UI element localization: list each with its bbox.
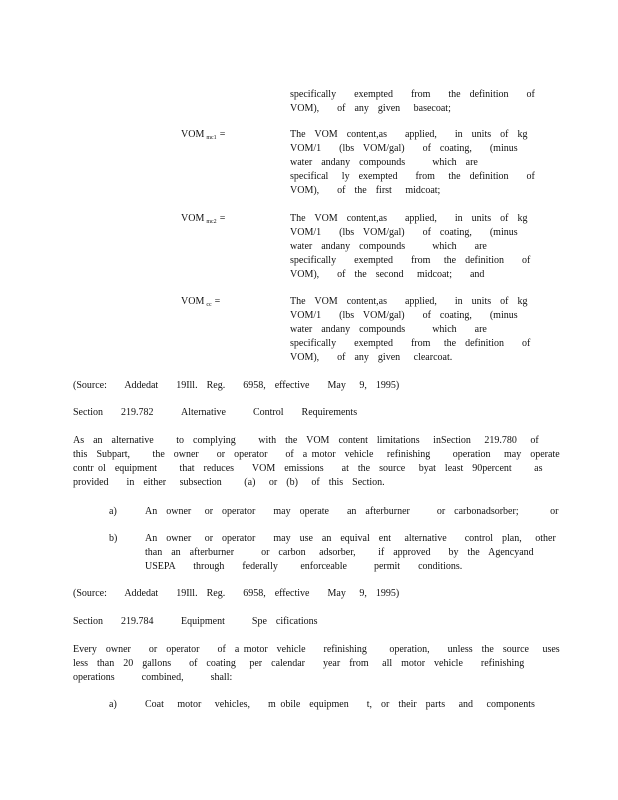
text-line: provided in either subsection (a) or (b) of this Section. xyxy=(73,477,385,488)
definition-symbol-vom-mc1 xyxy=(181,128,225,145)
section-number: Section 219.784 xyxy=(73,616,154,627)
text-line: The VOM content,as applied, in units of kg xyxy=(290,213,528,224)
text-line: An owner or operator may operate an afterburner or carbonadsorber; or xyxy=(145,506,559,517)
section-title: Alternative Control Requirements xyxy=(181,407,358,418)
source-note: (Source: Addedat 19Ill. Reg. 6958, effective May 9, 1995) xyxy=(73,380,400,391)
definition-continuation xyxy=(290,88,535,116)
text-line: The VOM content,as applied, in units of kg xyxy=(290,129,528,140)
text-line: VOM/1 (lbs VOM/gal) of coating, (minus xyxy=(290,227,518,238)
text-line: As an alternative to complying with the VOM content limitations inSection 219.780 of xyxy=(73,435,539,446)
symbol-subscript: cc xyxy=(206,302,212,308)
section-paragraph xyxy=(73,643,560,685)
text-line: less than 20 gallons of coating per calendar year from all motor vehicle refinishing xyxy=(73,658,525,669)
text-line: specifically exempted from the definition of xyxy=(290,338,531,349)
text-line: VOM), of the second midcoat; and xyxy=(290,269,485,280)
text-line: The VOM content,as applied, in units of kg xyxy=(290,296,528,307)
section-number: Section 219.782 xyxy=(73,407,154,418)
list-item-label: a) xyxy=(109,506,117,517)
text-line: USEPA through federally enforceable permit conditions. xyxy=(145,561,463,572)
definition-text-vom-mc2 xyxy=(290,212,531,282)
text-line: water andany compounds which are xyxy=(290,157,478,168)
definition-text-vom-mc1 xyxy=(290,128,535,198)
symbol-name: VOM xyxy=(181,129,205,140)
text-line: VOM), of any given basecoat; xyxy=(290,103,451,114)
text-line: water andany compounds which are xyxy=(290,324,487,335)
text-line: contr ol equipment that reduces VOM emissions at the source byat least 90percent as xyxy=(73,463,543,474)
text-line: VOM), of any given clearcoat. xyxy=(290,352,453,363)
symbol-name: VOM xyxy=(181,213,205,224)
source-note: (Source: Addedat 19Ill. Reg. 6958, effective May 9, 1995) xyxy=(73,588,400,599)
text-line: than an afterburner or carbon adsorber, if approved by the Agencyand xyxy=(145,547,534,558)
list-item-label: a) xyxy=(109,699,117,710)
text-line: Every owner or operator of a motor vehicle refinishing operation, unless the source uses xyxy=(73,644,560,655)
symbol-name: VOM xyxy=(181,296,205,307)
equals-sign: = xyxy=(219,129,226,140)
text-line: VOM), of the first midcoat; xyxy=(290,185,441,196)
section-title: Equipment Spe cifications xyxy=(181,616,318,627)
text-line: Coat motor vehicles, m obile equipmen t, or their parts and components xyxy=(145,699,535,710)
text-line: specifically exempted from the definition of xyxy=(290,255,531,266)
list-item-label: b) xyxy=(109,533,118,544)
definition-text-vom-cc xyxy=(290,295,531,365)
symbol-subscript: mc1 xyxy=(206,135,217,141)
text-line: specifically exempted from the definition of xyxy=(290,89,535,100)
section-paragraph xyxy=(73,434,560,490)
text-line: water andany compounds which are xyxy=(290,241,487,252)
equals-sign: = xyxy=(219,213,226,224)
text-line: VOM/1 (lbs VOM/gal) of coating, (minus xyxy=(290,310,518,321)
text-line: operations combined, shall: xyxy=(73,672,233,683)
list-item xyxy=(145,532,556,574)
text-line: An owner or operator may use an equival ent alternative control plan, other xyxy=(145,533,556,544)
list-item xyxy=(145,505,559,519)
symbol-subscript: mc2 xyxy=(206,219,217,225)
definition-symbol-vom-mc2 xyxy=(181,212,225,229)
text-line: this Subpart, the owner or operator of a motor vehicle refinishing operation may operate xyxy=(73,449,560,460)
definition-symbol-vom-cc xyxy=(181,295,220,312)
equals-sign: = xyxy=(214,296,221,307)
text-line: VOM/1 (lbs VOM/gal) of coating, (minus xyxy=(290,143,518,154)
list-item xyxy=(145,698,535,712)
text-line: specifical ly exempted from the definition of xyxy=(290,171,535,182)
